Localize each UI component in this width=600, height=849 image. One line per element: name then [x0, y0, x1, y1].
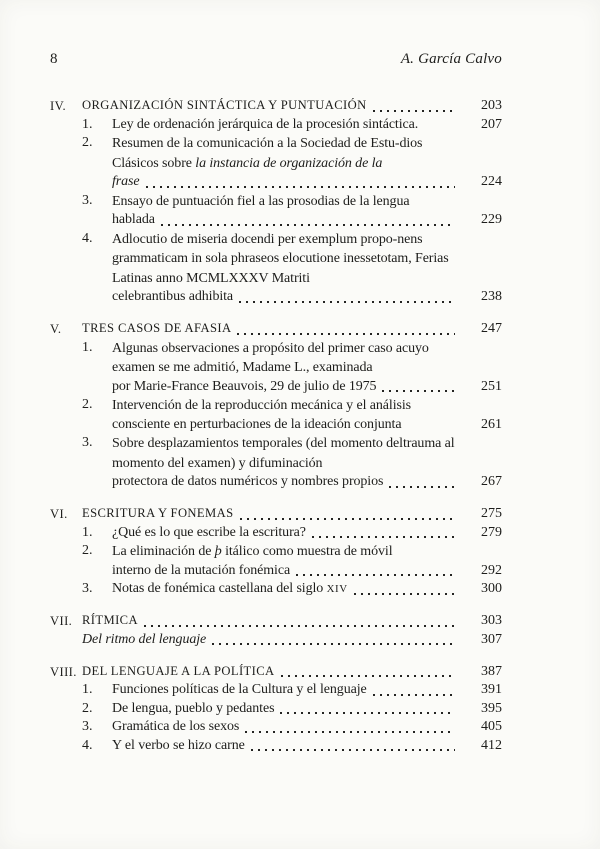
- section-numeral: VI.: [50, 507, 68, 521]
- section-numeral-empty: [50, 192, 82, 230]
- toc-entry-line: [112, 116, 457, 135]
- dot-leader: [280, 712, 455, 714]
- item-number: 1.: [82, 682, 93, 697]
- page-number: 267: [481, 474, 502, 489]
- item-content: [112, 681, 457, 700]
- text-segment: XIV: [326, 583, 348, 595]
- section-numeral: IV.: [50, 99, 67, 113]
- page-number: 275: [481, 506, 502, 521]
- section-title-content: [82, 662, 457, 682]
- section-numeral: V.: [50, 322, 62, 336]
- dot-leader: [382, 390, 455, 392]
- toc-item-row: [50, 681, 502, 700]
- text-segment: Adlocutio de miseria docendi per exemplum propo-: [112, 231, 398, 247]
- toc-entry-line: [112, 473, 457, 492]
- item-content: [112, 192, 457, 230]
- entry-text: [82, 631, 206, 650]
- toc-entry-line: [112, 681, 457, 700]
- item-content: [112, 524, 457, 543]
- toc-entry-line: [112, 737, 457, 756]
- toc-entry-line: [112, 341, 402, 356]
- text-segment: totam, Ferias Latinas anno MCMLXXXV Matriti: [112, 251, 449, 286]
- entry-text: [82, 662, 275, 682]
- toc-entry-line: [112, 232, 397, 247]
- toc-entry-line: [112, 700, 457, 719]
- text-segment: Del ritmo del lenguaje: [82, 631, 207, 647]
- table-of-contents: [50, 96, 502, 755]
- text-block: [50, 50, 502, 755]
- section-title-content: [82, 319, 457, 339]
- text-segment: Y el verbo se hizo carne: [112, 737, 245, 753]
- item-number: 2.: [82, 700, 93, 716]
- item-content: [112, 396, 457, 434]
- toc-item-row: [50, 134, 502, 192]
- section-numeral-empty: [50, 737, 82, 756]
- text-segment: trauma al momento del examen) y difuminación: [112, 436, 455, 471]
- section-numeral-empty: [50, 434, 82, 492]
- page-number: 207: [481, 116, 502, 132]
- dot-leader: [161, 224, 455, 226]
- text-segment: celebrantibus adhibita: [112, 289, 234, 304]
- text-segment: Intervención de la reproducción mecánica y el análisis: [112, 398, 411, 413]
- item-number: 1.: [82, 524, 93, 540]
- entry-text: [82, 96, 367, 116]
- toc-entry-line: [112, 580, 457, 599]
- item-number: 3.: [82, 435, 93, 450]
- text-segment: þ: [214, 544, 222, 559]
- section-title-content: [82, 611, 457, 631]
- page-number: 203: [481, 98, 502, 113]
- text-segment: Notas de fonémica castellana del siglo: [112, 581, 327, 596]
- page-number: 229: [481, 212, 502, 227]
- text-segment: hablada: [112, 212, 155, 227]
- item-number: 3.: [82, 192, 93, 208]
- entry-text: [112, 562, 290, 581]
- item-content: [112, 116, 457, 135]
- text-segment: De lengua, pueblo y pedantes: [112, 700, 275, 716]
- toc-entry-line: [112, 544, 392, 559]
- item-number: 3.: [82, 581, 93, 596]
- running-header: [50, 50, 502, 68]
- toc-entry-line: [112, 211, 457, 230]
- section-numeral-empty: [50, 542, 82, 580]
- item-content: [112, 542, 457, 580]
- toc-entry-line: [112, 288, 457, 307]
- toc-item-row: [50, 230, 502, 307]
- toc-entry-line: [112, 173, 457, 192]
- section-numeral-empty: [50, 339, 82, 397]
- page-number: 251: [481, 378, 502, 394]
- dot-leader: [240, 518, 455, 520]
- dot-leader: [373, 694, 455, 696]
- page-number: 292: [481, 562, 502, 578]
- page-number: 395: [481, 700, 502, 716]
- section-numeral-empty: [50, 580, 82, 599]
- item-content: [112, 230, 457, 307]
- text-segment: La eliminación de: [112, 544, 215, 559]
- section-numeral-empty: [50, 230, 82, 307]
- text-segment: itálico como muestra de móvil: [221, 544, 393, 559]
- dot-leader: [281, 675, 455, 677]
- item-number: 2.: [82, 135, 93, 150]
- entry-text: [112, 173, 140, 192]
- text-segment: Ley de ordenación jerárquica de la procesión sintáctica.: [112, 116, 419, 132]
- toc-item-row: [50, 718, 502, 737]
- page-number: 307: [481, 631, 502, 647]
- item-content: [112, 339, 457, 397]
- page-number: 261: [481, 416, 502, 432]
- toc-item-row: [50, 192, 502, 230]
- entry-text: [112, 288, 233, 307]
- text-segment: Funciones políticas de la Cultura y el lenguaje: [112, 682, 367, 697]
- toc-item-row: [50, 542, 502, 580]
- toc-item-row: [50, 524, 502, 543]
- item-number: 2.: [82, 397, 93, 412]
- dot-leader: [237, 333, 455, 335]
- toc-section-row: [50, 662, 502, 682]
- text-segment: Algunas observaciones a propósito del primer caso a: [112, 340, 402, 356]
- entry-text: [112, 473, 383, 492]
- page-number: 412: [481, 737, 502, 753]
- section-numeral: VII.: [50, 614, 73, 628]
- toc-entry-line: [82, 319, 457, 339]
- item-content: [112, 434, 457, 492]
- text-segment: ORGANIZACIÓN SINTÁCTICA Y PUNTUACIÓN: [82, 98, 367, 112]
- item-content: [112, 134, 457, 192]
- entry-text: [112, 416, 401, 435]
- toc-subtitle-row: [50, 631, 502, 650]
- page-number: 247: [481, 321, 502, 336]
- section-numeral-empty: [50, 134, 82, 192]
- page-number: 405: [481, 719, 502, 734]
- text-segment: ¿Qué es lo que escribe la escritura?: [112, 524, 306, 540]
- dot-leader: [212, 643, 455, 645]
- toc-entry-line: [112, 378, 457, 397]
- toc-entry-line: [82, 631, 457, 650]
- toc-item-row: [50, 700, 502, 719]
- text-segment: la instancia de organización de la: [195, 155, 383, 171]
- toc-entry-line: [82, 96, 457, 116]
- entry-text: [112, 211, 155, 230]
- entry-text: [112, 737, 245, 756]
- entry-text: [112, 116, 418, 135]
- dot-leader: [146, 186, 455, 188]
- toc-entry-line: [82, 504, 457, 524]
- dot-leader: [373, 110, 455, 112]
- item-number: 2.: [82, 543, 93, 558]
- toc-item-row: [50, 434, 502, 492]
- text-segment: interno de la mutación fonémica: [112, 562, 291, 578]
- toc-section-row: [50, 319, 502, 339]
- toc-item-row: [50, 339, 502, 397]
- page-number: 279: [481, 524, 502, 540]
- entry-text: [82, 504, 234, 524]
- section-numeral-empty: [50, 681, 82, 700]
- section-title-content: [82, 96, 457, 116]
- section-numeral-empty: [50, 396, 82, 434]
- entry-text: [82, 319, 231, 339]
- page-number: 224: [481, 174, 502, 189]
- item-number: 3.: [82, 719, 93, 734]
- entry-text: [82, 611, 138, 631]
- toc-entry-line: [82, 662, 457, 682]
- text-segment: Ensayo de puntuación fiel a las prosodias de la lengua: [112, 193, 410, 209]
- page-number: 391: [481, 682, 502, 697]
- page-number: 387: [481, 663, 502, 679]
- toc-section-row: [50, 611, 502, 631]
- subtitle-content: [82, 631, 457, 650]
- page-number: 303: [481, 613, 502, 628]
- dot-leader: [144, 625, 455, 627]
- toc-entry-line: [112, 562, 457, 581]
- toc-item-row: [50, 580, 502, 599]
- item-number: 4.: [82, 737, 93, 753]
- text-segment: dios Clásicos sobre: [112, 136, 423, 171]
- entry-text: [112, 700, 274, 719]
- item-content: [112, 580, 457, 599]
- dot-leader: [312, 536, 455, 538]
- dot-leader: [389, 486, 455, 488]
- entry-text: [112, 580, 348, 599]
- text-segment: nens grammaticam in sola phraseos elocutione inesse: [112, 231, 423, 266]
- toc-entry-line: [112, 136, 399, 151]
- item-content: [112, 737, 457, 756]
- dot-leader: [239, 301, 455, 303]
- text-segment: DEL LENGUAJE A LA POLÍTICA: [82, 663, 275, 678]
- toc-entry-line: [112, 398, 411, 413]
- section-title-content: [82, 504, 457, 524]
- running-head-author: A. García Calvo: [400, 51, 502, 67]
- page-number: 300: [481, 581, 502, 596]
- text-segment: RÍTMICA: [82, 613, 138, 627]
- entry-text: [112, 718, 239, 737]
- text-segment: Sobre desplazamientos temporales (del momento del: [112, 436, 403, 451]
- section-numeral-empty: [50, 718, 82, 737]
- item-number: 1.: [82, 339, 93, 355]
- section-numeral-empty: [50, 631, 82, 650]
- section-numeral: VIII.: [50, 664, 77, 679]
- text-segment: Gramática de los sexos: [112, 719, 240, 734]
- dot-leader: [354, 593, 455, 595]
- folio-number: 8: [50, 51, 58, 67]
- toc-item-row: [50, 116, 502, 135]
- toc-entry-line: [112, 416, 457, 435]
- page-number: 238: [481, 289, 502, 304]
- toc-section-row: [50, 96, 502, 116]
- text-segment: protectora de datos numéricos y nombres propios: [112, 474, 384, 489]
- text-segment: Resumen de la comunicación a la Sociedad de Estu-: [112, 136, 400, 151]
- entry-text: [112, 524, 306, 543]
- toc-entry-line: [112, 718, 457, 737]
- item-content: [112, 718, 457, 737]
- section-numeral-empty: [50, 524, 82, 543]
- dot-leader: [296, 574, 455, 576]
- toc-entry-line: [112, 194, 409, 209]
- dot-leader: [251, 749, 455, 751]
- item-number: 1.: [82, 116, 93, 132]
- toc-item-row: [50, 737, 502, 756]
- item-number: 4.: [82, 230, 93, 246]
- toc-section-row: [50, 504, 502, 524]
- text-segment: frase: [112, 174, 140, 189]
- text-segment: cuyo examen se me admitió, Madame L., examinada: [112, 340, 429, 375]
- section-numeral-empty: [50, 700, 82, 719]
- entry-text: [112, 681, 367, 700]
- text-segment: consciente en perturbaciones de la ideación conjunta: [112, 416, 402, 432]
- item-content: [112, 700, 457, 719]
- text-segment: por Marie-France Beauvois, 29 de julio de 1975: [112, 378, 377, 394]
- toc-entry-line: [112, 436, 403, 451]
- toc-item-row: [50, 396, 502, 434]
- toc-entry-line: [82, 611, 457, 631]
- section-numeral-empty: [50, 116, 82, 135]
- text-segment: TRES CASOS DE AFASIA: [82, 321, 232, 335]
- entry-text: [112, 378, 376, 397]
- text-segment: ESCRITURA Y FONEMAS: [82, 506, 234, 520]
- toc-entry-line: [112, 524, 457, 543]
- dot-leader: [245, 731, 455, 733]
